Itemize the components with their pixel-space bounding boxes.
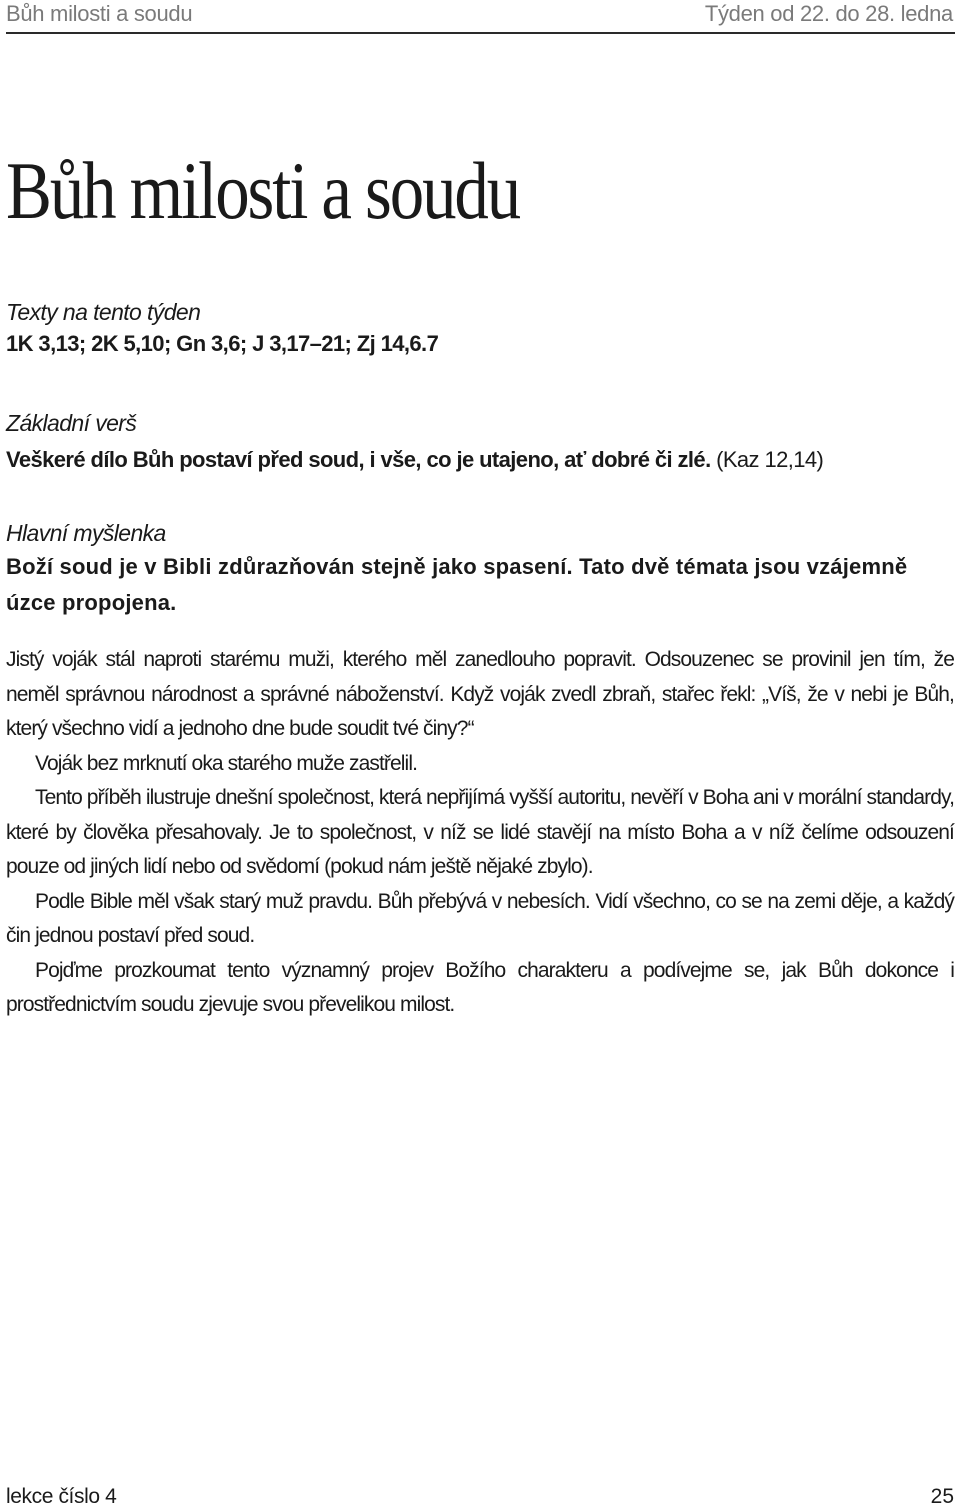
footer-page-number: 25 xyxy=(930,1485,954,1508)
weekly-texts-references: 1K 3,13; 2K 5,10; Gn 3,6; J 3,17–21; Zj 14,6.7 xyxy=(6,331,439,356)
paragraph: Voják bez mrknutí oka starého muže zastřelil. xyxy=(35,751,418,775)
paragraph: Pojďme prozkoumat tento významný projev Božího charakteru a podívejme se, jak Bůh dokonce i prostřednictvím soudu zjevuje svou převelikou milost. xyxy=(6,958,954,1016)
key-verse-text xyxy=(6,446,954,474)
header-week-range: Týden od 22. do 28. ledna xyxy=(704,1,953,26)
weekly-texts-label: Texty na tento týden xyxy=(6,299,201,325)
main-thought-section xyxy=(6,519,954,621)
main-thought-label: Hlavní myšlenka xyxy=(6,520,166,546)
weekly-texts-section xyxy=(6,298,954,358)
paragraph: Podle Bible měl však starý muž pravdu. Bůh přebývá v nebesích. Vidí všechno, co se na zemi děje, a každý čin jednou postaví před soud. xyxy=(6,889,954,947)
header-lesson-title: Bůh milosti a soudu xyxy=(6,1,193,26)
main-thought-text: Boží soud je v Bibli zdůrazňován stejně jako spasení. Tato dvě témata jsou vzájemně úzce propojena. xyxy=(6,554,908,615)
intro-body xyxy=(6,643,954,1023)
key-verse-label: Základní verš xyxy=(6,410,137,436)
footer-lesson-number: lekce číslo 4 xyxy=(6,1485,117,1508)
page-title: Bůh milosti a soudu xyxy=(6,145,520,236)
paragraph: Jistý voják stál naproti starému muži, kterého měl zanedlouho popravit. Odsouzenec se provinil jen tím, že neměl správnou národnost a správné náboženství. Když voják zvedl zbraň, stařec řekl: „Víš, že v nebi je Bůh, který všechno vidí a jednoho dne bude soudit tvé činy?“ xyxy=(6,648,954,740)
key-verse-quote: Veškeré dílo Bůh postaví před soud, i vše, co je utajeno, ať dobré či zlé. xyxy=(6,447,711,472)
paragraph: Tento příběh ilustruje dnešní společnost, která nepřijímá vyšší autoritu, nevěří v Boha ani v morální standardy, které by člověka přesahovaly. Je to společnost, v níž se lidé stavějí na místo Boha a v níž čelíme odsouzení pouze od jiných lidí nebo od svědomí (pokud nám ještě nějaké zbylo). xyxy=(6,786,955,878)
key-verse-reference: (Kaz 12,14) xyxy=(716,447,824,472)
running-header xyxy=(6,0,955,34)
key-verse-section xyxy=(6,409,954,474)
